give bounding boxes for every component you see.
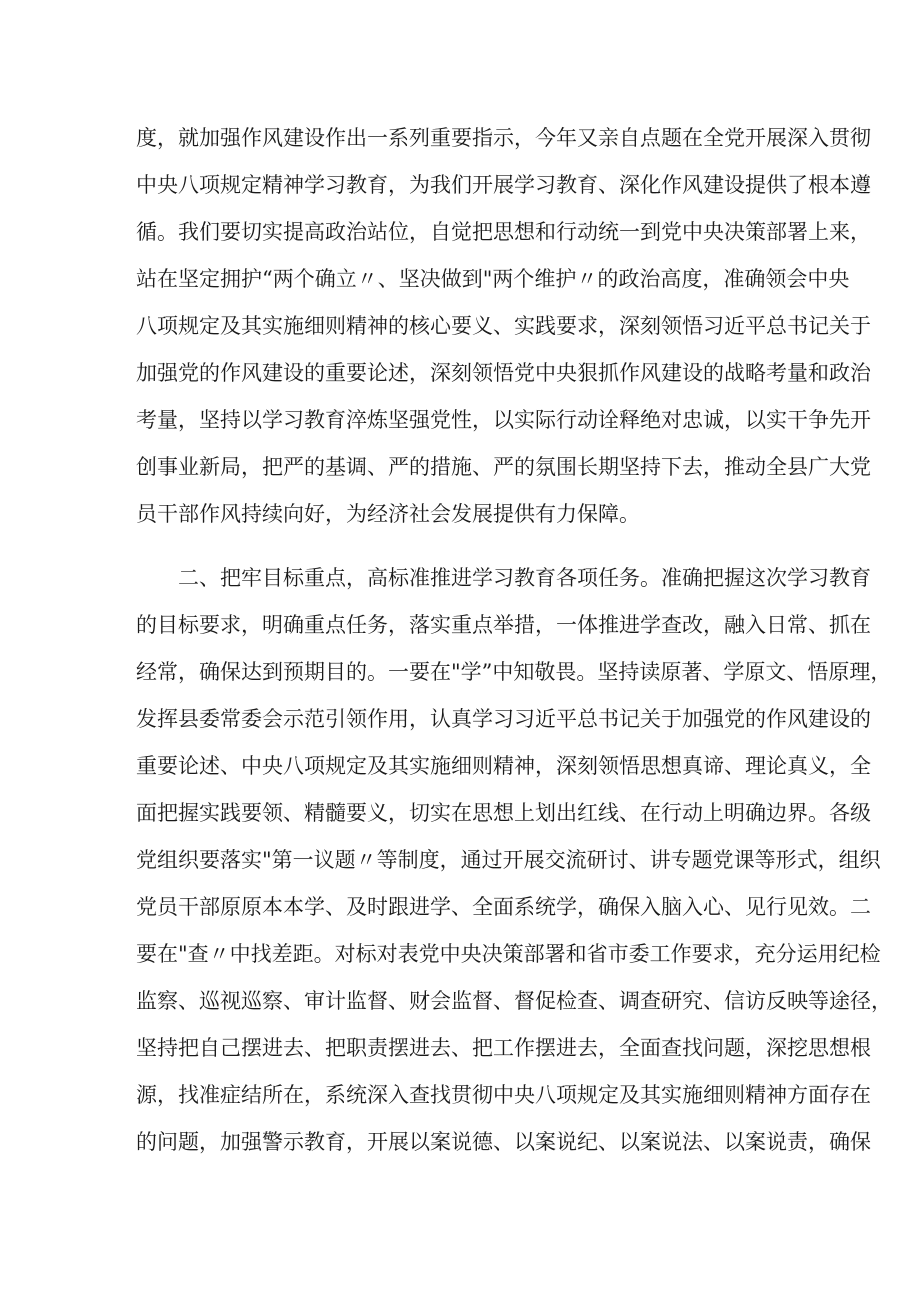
text-line: 经常，确保达到预期目的。一要在"学”中知敬畏。坚持读原著、学原文、悟原理， (136, 660, 892, 684)
text-line: 要在"查〃中找差距。对标对表党中央决策部署和省市委工作要求，充分运用纪检 (136, 942, 881, 966)
text-line: 创事业新局，把严的基调、严的措施、严的氛围长期坚持下去，推动全县广大党 (136, 455, 871, 479)
text-line: 源，找准症结所在，系统深入查找贯彻中央八项规定及其实施细则精神方面存在 (136, 1083, 871, 1107)
text-line: 发挥县委常委会示范引领作用，认真学习习近平总书记关于加强党的作风建设的 (136, 707, 871, 731)
text-line: 党员干部原原本本学、及时跟进学、全面系统学，确保入脑入心、见行见效。二 (136, 895, 871, 919)
text-line: 加强党的作风建设的重要论述，深刻领悟党中央狠抓作风建设的战略考量和政治 (136, 361, 871, 385)
text-line: 的问题，加强警示教育，开展以案说德、以案说纪、以案说法、以案说责，确保 (136, 1130, 871, 1154)
text-line: 监察、巡视巡察、审计监督、财会监督、督促检查、调查研究、信访反映等途径， (136, 989, 892, 1013)
text-line: 坚持把自己摆进去、把职责摆进去、把工作摆进去，全面查找问题，深挖思想根 (136, 1036, 871, 1060)
text-line: 中央八项规定精神学习教育，为我们开展学习教育、深化作风建设提供了根本遵 (136, 173, 871, 197)
text-line: 的目标要求，明确重点任务，落实重点举措，一体推进学查改，融入日常、抓在 (136, 613, 871, 637)
text-line-indented: 二、把牢目标重点，高标准推进学习教育各项任务。准确把握这次学习教育 (178, 566, 871, 590)
text-line-last: 员干部作风持续向好，为经济社会发展提供有力保障。 (136, 502, 640, 526)
text-line: 党组织要落实"第一议题〃等制度，通过开展交流研讨、讲专题党课等形式，组织 (136, 848, 881, 872)
text-line: 度，就加强作风建设作出一系列重要指示，今年又亲自点题在全党开展深入贯彻 (136, 126, 871, 150)
text-line: 站在坚定拥护“两个确立〃、坚决做到"两个维护〃的政治高度，准确领会中央 (136, 267, 850, 291)
text-line: 面把握实践要领、精髓要义，切实在思想上划出红线、在行动上明确边界。各级 (136, 801, 871, 825)
text-line: 重要论述、中央八项规定及其实施细则精神，深刻领悟思想真谛、理论真义，全 (136, 754, 871, 778)
text-line: 八项规定及其实施细则精神的核心要义、实践要求，深刻领悟习近平总书记关于 (136, 314, 871, 338)
text-line: 考量，坚持以学习教育淬炼坚强党性，以实际行动诠释绝对忠诚，以实干争先开 (136, 408, 871, 432)
text-line: 循。我们要切实提高政治站位，自觉把思想和行动统一到党中央决策部署上来， (136, 220, 871, 244)
